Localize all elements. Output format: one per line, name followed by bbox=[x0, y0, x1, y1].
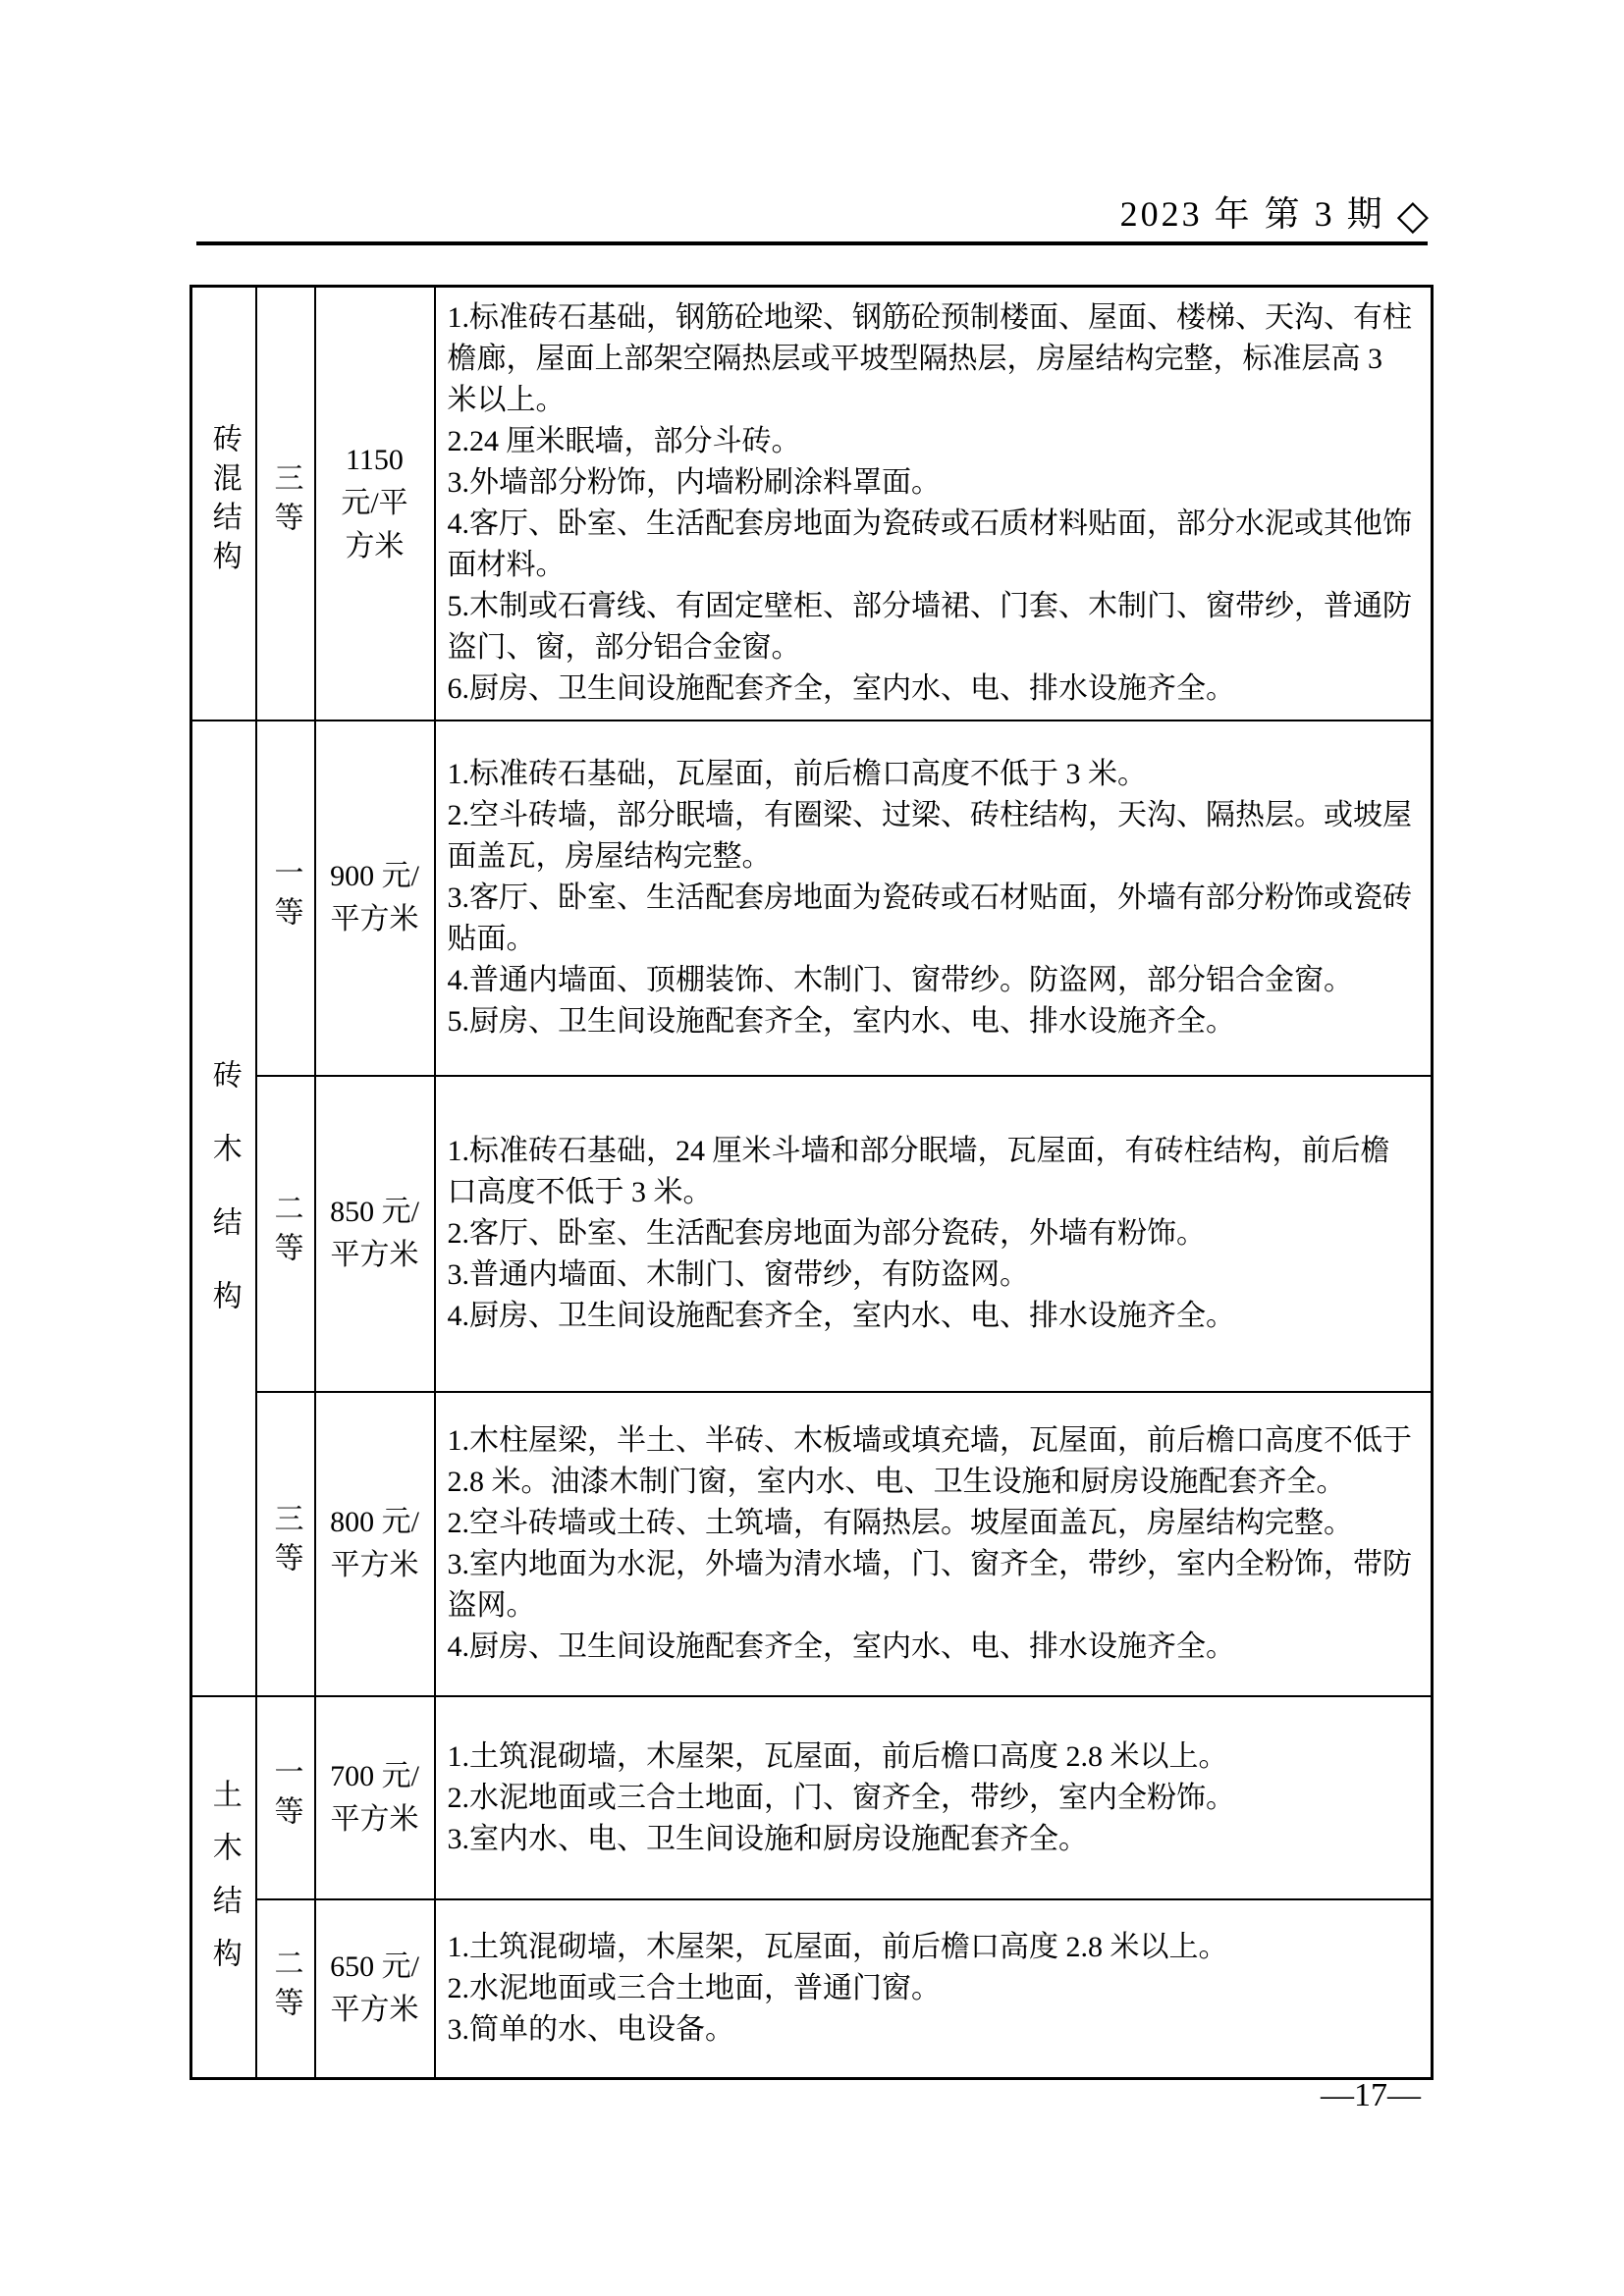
price-value: 850 元/平方米 bbox=[330, 1196, 419, 1271]
criteria-cell bbox=[435, 1696, 1433, 1899]
table-row bbox=[191, 1696, 1433, 1899]
grade-label: 一等 bbox=[269, 856, 302, 935]
criteria-item: 3.室内水、电、卫生间设施和厨房设施配套齐全。 bbox=[447, 1822, 1088, 1855]
price-cell bbox=[315, 1392, 435, 1696]
page-footer bbox=[1321, 2077, 1421, 2114]
price-cell bbox=[315, 1076, 435, 1392]
criteria-item: 2.水泥地面或三合土地面，普通门窗。 bbox=[447, 1972, 941, 2004]
compensation-standard-table bbox=[189, 285, 1434, 2080]
criteria-cell bbox=[435, 1076, 1433, 1392]
criteria-item: 1.土筑混砌墙，木屋架，瓦屋面，前后檐口高度 2.8 米以上。 bbox=[447, 1739, 1228, 1773]
price-value: 650 元/平方米 bbox=[330, 1950, 419, 2026]
criteria-item: 3.外墙部分粉饰，内墙粉刷涂料罩面。 bbox=[447, 466, 941, 499]
table-row bbox=[191, 1076, 1433, 1392]
grade-label: 三等 bbox=[269, 461, 302, 541]
structure-label: 砖混结构 bbox=[207, 422, 241, 580]
criteria-list bbox=[448, 1736, 1418, 1860]
price-value: 800 元/平方米 bbox=[330, 1506, 419, 1581]
grade-cell bbox=[256, 1696, 315, 1899]
table-row bbox=[191, 1392, 1433, 1696]
grade-cell bbox=[256, 1076, 315, 1392]
issue-label: 2023 年 第 3 期 bbox=[1119, 194, 1385, 234]
criteria-list bbox=[448, 1131, 1418, 1337]
criteria-item: 2.客厅、卧室、生活配套房地面为部分瓷砖，外墙有粉饰。 bbox=[447, 1217, 1206, 1250]
price-cell bbox=[315, 721, 435, 1076]
criteria-item: 4.普通内墙面、顶棚装饰、木制门、窗带纱。防盗网，部分铝合金窗。 bbox=[447, 964, 1353, 996]
grade-cell bbox=[256, 1392, 315, 1696]
structure-cell-tumu bbox=[191, 1696, 256, 2079]
table-row bbox=[191, 721, 1433, 1076]
criteria-item: 1.土筑混砌墙，木屋架，瓦屋面，前后檐口高度 2.8 米以上。 bbox=[447, 1931, 1228, 1963]
page-header bbox=[1120, 187, 1432, 240]
structure-label: 土木结构 bbox=[207, 1779, 241, 1991]
price-value: 900 元/平方米 bbox=[330, 860, 419, 935]
criteria-item: 3.普通内墙面、木制门、窗带纱，有防盗网。 bbox=[447, 1258, 1029, 1291]
criteria-item: 4.厨房、卫生间设施配套齐全，室内水、电、排水设施齐全。 bbox=[447, 1630, 1235, 1663]
criteria-cell bbox=[435, 1899, 1433, 2079]
criteria-item: 1.标准砖石基础，钢筋砼地梁、钢筋砼预制楼面、屋面、楼梯、天沟、有柱檐廊，屋面上部架空隔热层或平坡型隔热层，房屋结构完整，标准层高 3 米以上。 bbox=[447, 301, 1412, 416]
criteria-item: 2.空斗砖墙或土砖、土筑墙，有隔热层。坡屋面盖瓦，房屋结构完整。 bbox=[447, 1507, 1353, 1539]
criteria-cell bbox=[435, 721, 1433, 1076]
grade-label: 二等 bbox=[269, 1947, 302, 2026]
structure-cell-zhuanmu bbox=[191, 721, 256, 1696]
diamond-icon: ◇ bbox=[1396, 193, 1432, 239]
grade-label: 一等 bbox=[269, 1756, 302, 1835]
structure-label: 砖木结构 bbox=[207, 1058, 241, 1354]
price-cell bbox=[315, 1899, 435, 2079]
criteria-list bbox=[448, 1927, 1418, 2051]
criteria-item: 4.客厅、卧室、生活配套房地面为瓷砖或石质材料贴面，部分水泥或其他饰面材料。 bbox=[447, 507, 1412, 581]
grade-label: 二等 bbox=[269, 1192, 302, 1271]
header-divider bbox=[196, 241, 1428, 245]
criteria-item: 2.水泥地面或三合土地面，门、窗齐全，带纱，室内全粉饰。 bbox=[447, 1781, 1235, 1814]
criteria-item: 1.标准砖石基础，24 厘米斗墙和部分眠墙，瓦屋面，有砖柱结构，前后檐口高度不低于 3 米。 bbox=[447, 1135, 1390, 1208]
page-number: —17— bbox=[1321, 2077, 1421, 2113]
price-cell bbox=[315, 287, 435, 721]
criteria-item: 3.客厅、卧室、生活配套房地面为瓷砖或石材贴面，外墙有部分粉饰或瓷砖贴面。 bbox=[447, 881, 1412, 955]
grade-cell bbox=[256, 1899, 315, 2079]
criteria-list bbox=[448, 297, 1418, 710]
criteria-item: 1.标准砖石基础，瓦屋面，前后檐口高度不低于 3 米。 bbox=[447, 758, 1147, 790]
grade-label: 三等 bbox=[269, 1502, 302, 1581]
price-value: 1150 元/平方米 bbox=[341, 444, 408, 562]
structure-cell-zhuanhun bbox=[191, 287, 256, 721]
criteria-list bbox=[448, 1420, 1418, 1668]
criteria-cell bbox=[435, 1392, 1433, 1696]
criteria-item: 5.厨房、卫生间设施配套齐全，室内水、电、排水设施齐全。 bbox=[447, 1005, 1235, 1038]
criteria-item: 6.厨房、卫生间设施配套齐全，室内水、电、排水设施齐全。 bbox=[447, 672, 1235, 705]
criteria-cell bbox=[435, 287, 1433, 721]
price-cell bbox=[315, 1696, 435, 1899]
criteria-item: 3.室内地面为水泥，外墙为清水墙，门、窗齐全，带纱，室内全粉饰，带防盗网。 bbox=[447, 1548, 1412, 1622]
grade-cell bbox=[256, 287, 315, 721]
criteria-item: 1.木柱屋梁，半土、半砖、木板墙或填充墙，瓦屋面，前后檐口高度不低于 2.8 米。油漆木制门窗，室内水、电、卫生设施和厨房设施配套齐全。 bbox=[447, 1424, 1412, 1498]
table-row bbox=[191, 287, 1433, 721]
criteria-item: 2.空斗砖墙，部分眠墙，有圈梁、过梁、砖柱结构，天沟、隔热层。或坡屋面盖瓦，房屋结构完整。 bbox=[447, 799, 1412, 873]
criteria-item: 5.木制或石膏线、有固定壁柜、部分墙裙、门套、木制门、窗带纱，普通防盗门、窗，部分铝合金窗。 bbox=[447, 590, 1412, 664]
criteria-item: 3.简单的水、电设备。 bbox=[447, 2013, 734, 2046]
criteria-item: 4.厨房、卫生间设施配套齐全，室内水、电、排水设施齐全。 bbox=[447, 1300, 1235, 1332]
price-value: 700 元/平方米 bbox=[330, 1759, 419, 1836]
criteria-list bbox=[448, 754, 1418, 1042]
criteria-item: 2.24 厘米眠墙，部分斗砖。 bbox=[447, 425, 801, 457]
grade-cell bbox=[256, 721, 315, 1076]
table-row bbox=[191, 1899, 1433, 2079]
